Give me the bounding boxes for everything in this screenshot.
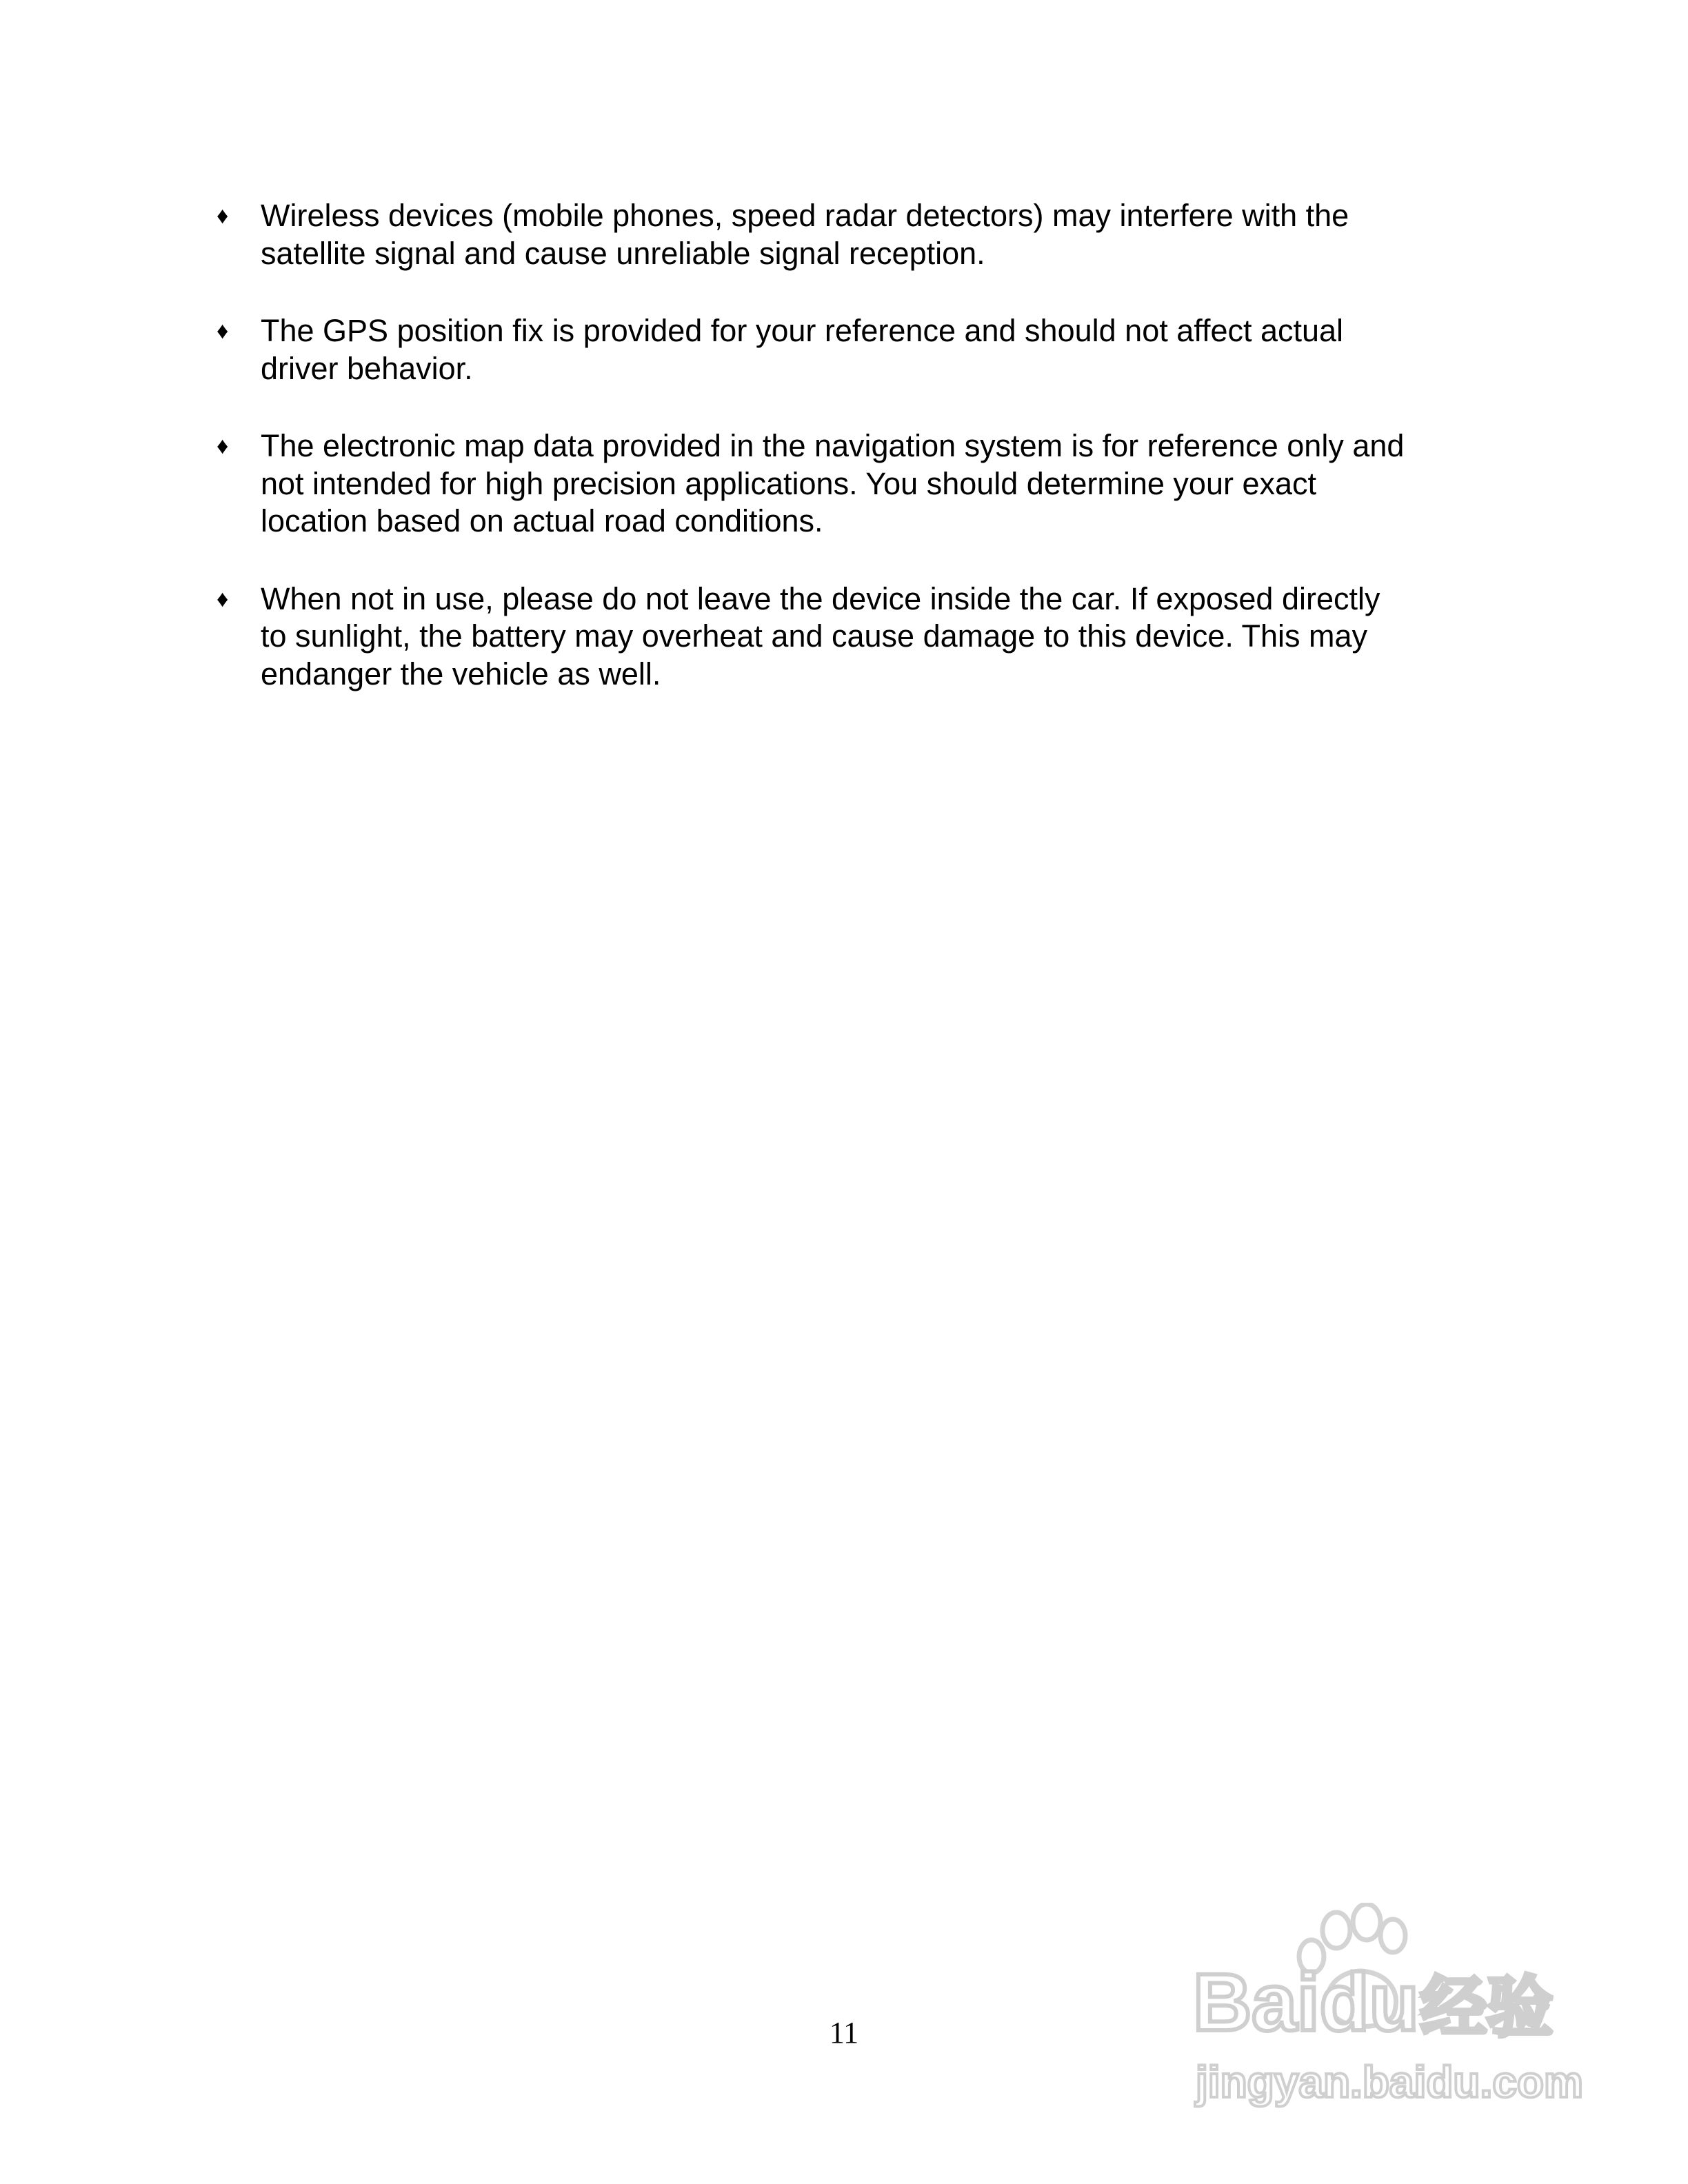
watermark-brand-text: Baidu [1193,1957,1419,2048]
diamond-bullet-icon: ♦ [217,318,229,344]
watermark-suffix-text: 经验 [1420,1971,1553,2045]
bullet-text: The electronic map data provided in the navigation system is for reference only and not intended for high precision applications. You should determine your exact location based on actual road conditions. [261,428,1405,538]
diamond-bullet-icon: ♦ [217,585,229,612]
baidu-watermark [1186,1903,1586,2110]
bullet-text: The GPS position fix is provided for your reference and should not affect actual driver behavior. [261,313,1344,386]
diamond-bullet-icon: ♦ [217,433,229,459]
bullet-text: When not in use, please do not leave the device inside the car. If exposed directly to sunlight, the battery may overheat and cause damage to this device. This may endanger the vehicle as well. [261,580,1380,691]
watermark-url-text: jingyan.baidu.com [1196,2057,1583,2107]
list-item [214,427,1510,540]
list-item [214,197,1510,272]
list-item [214,580,1510,694]
baidu-paw-logo-icon [1186,1903,1586,2110]
bullet-text: Wireless devices (mobile phones, speed radar detectors) may interfere with the satellite signal and cause unreliable signal reception. [261,198,1349,271]
list-item [214,312,1510,387]
diamond-bullet-icon: ♦ [217,203,229,229]
bullet-list [214,197,1510,733]
page-number: 11 [829,2016,859,2050]
